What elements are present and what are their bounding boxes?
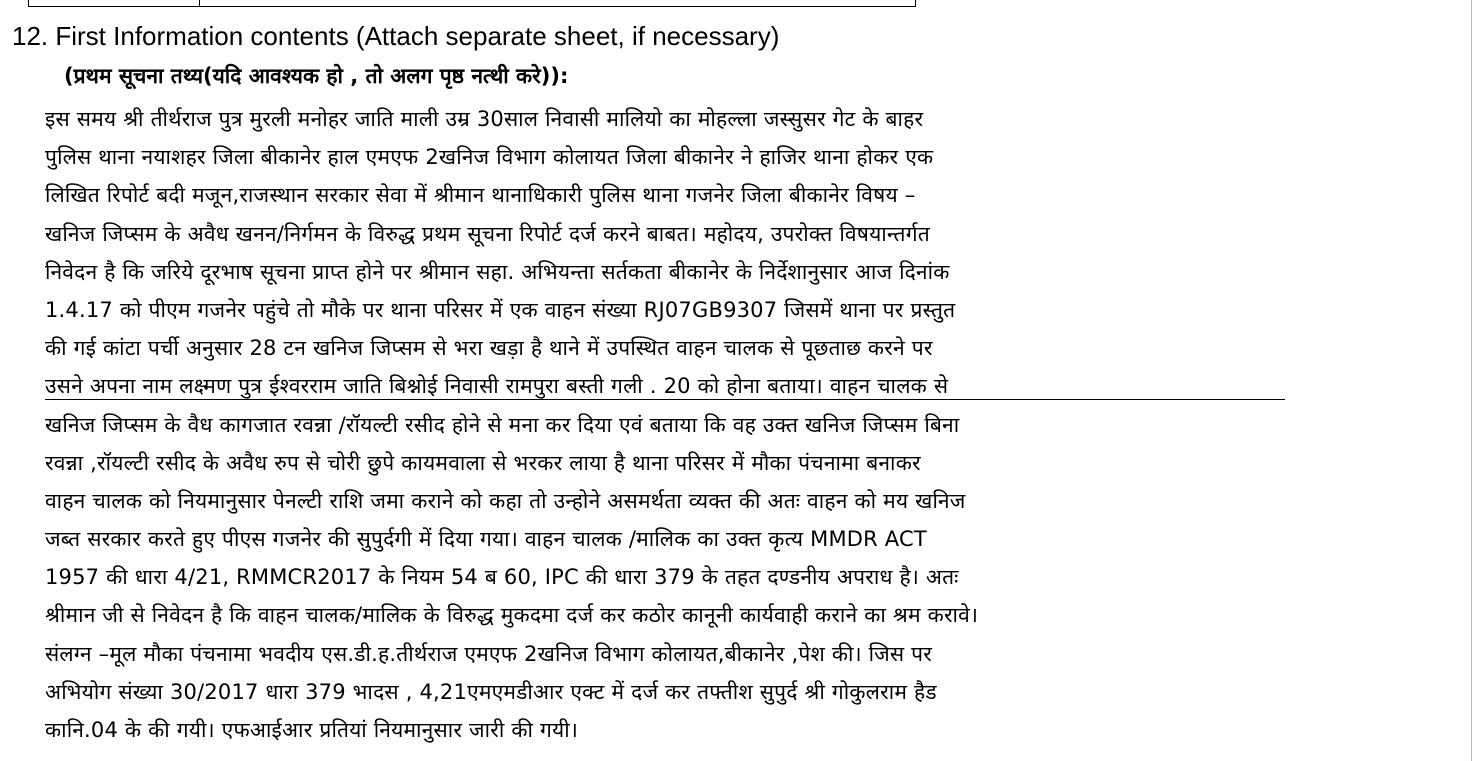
text-line: लिखित रिपोर्ट बदी मजून,राजस्थान सरकार सेवा में श्रीमान थानाधिकारी पुलिस थाना गजनेर जिला बीकानेर विषय – bbox=[45, 183, 916, 208]
text-line: श्रीमान जी से निवेदन है कि वाहन चालक/मालिक के विरुद्ध मुकदमा दर्ज कर कठोर कानूनी कार्यवाही कराने का श्रम करावे। bbox=[45, 603, 979, 628]
text-line: खनिज जिप्सम के अवैध खनन/निर्गमन के विरुद्ध प्रथम सूचना रिपोर्ट दर्ज करने बाबत। महोदय, उपरोक्त विषयान्तर्गत bbox=[45, 221, 930, 246]
text-line: पुलिस थाना नयाशहर जिला बीकानेर हाल एमएफ 2खनिज विभाग कोलायत जिला बीकानेर ने हाजिर थाना होकर एक bbox=[45, 145, 934, 170]
section-heading: 12. First Information contents (Attach separate sheet, if necessary) bbox=[12, 21, 780, 51]
text-line: खनिज जिप्सम के वैध कागजात रवन्ना /रॉयल्टी रसीद होने से मना कर दिया एवं बताया कि वह उक्त खनिज जिप्सम बिना bbox=[45, 412, 960, 437]
text-line: संलग्न –मूल मौका पंचनामा भवदीय एस.डी.ह.तीर्थराज एमएफ 2खनिज विभाग कोलायत,बीकानेर ,पेश की। जिस पर bbox=[45, 641, 933, 666]
text-line: रवन्ना ,रॉयल्टी रसीद के अवैध रुप से चोरी छुपे कायमवाला से भरकर लाया है थाना परिसर में मौका पंचनामा बनाकर bbox=[45, 450, 921, 475]
horizontal-rule bbox=[45, 399, 1285, 400]
previous-table-divider bbox=[199, 0, 200, 6]
text-line-content: उसने अपना नाम लक्ष्मण पुत्र ईश्वरराम जाति बिश्नोई निवासी रामपुरा बस्ती गली . 20 को होना बताया। वाहन चालक से bbox=[45, 374, 949, 399]
text-line: निवेदन है कि जरिये दूरभाष सूचना प्राप्त होने पर श्रीमान सहा. अभियन्ता सर्तकता बीकानेर के निर्देशानुसार आज दिनांक bbox=[45, 259, 950, 284]
first-information-text bbox=[45, 100, 1465, 749]
section-subheading: (प्रथम सूचना तथ्य(यदि आवश्यक हो , तो अलग पृष्ठ नत्थी करे)): bbox=[64, 64, 569, 88]
page-edge-rule bbox=[1471, 0, 1472, 761]
text-line: जब्त सरकार करते हुए पीएस गजनेर की सुपुर्दगी में दिया गया। वाहन चालक /मालिक का उक्त कृत्य MMDR ACT bbox=[45, 527, 927, 552]
previous-table-border bbox=[28, 0, 916, 7]
text-line: अभियोग संख्या 30/2017 धारा 379 भादस , 4,21एमएमडीआर एक्ट में दर्ज कर तफ्तीश सुपुर्द श्री गोकुलराम हैड bbox=[45, 679, 937, 704]
text-line: की गई कांटा पर्ची अनुसार 28 टन खनिज जिप्सम से भरा खड़ा है थाने में उपस्थित वाहन चालक से पूछताछ करने पर bbox=[45, 336, 933, 361]
text-line: 1957 की धारा 4/21, RMMCR2017 के नियम 54 ब 60, IPC की धारा 379 के तहत दण्डनीय अपराध है। अतः bbox=[45, 565, 959, 590]
text-line: 1.4.17 को पीएम गजनेर पहुंचे तो मौके पर थाना परिसर में एक वाहन संख्या RJ07GB9307 जिसमें थाना पर प्रस्तुत bbox=[45, 297, 956, 322]
text-line: इस समय श्री तीर्थराज पुत्र मुरली मनोहर जाति माली उम्र 30साल निवासी मालियो का मोहल्ला जस्सुसर गेट के बाहर bbox=[45, 107, 924, 131]
text-line-underlined bbox=[45, 367, 1465, 405]
text-line: वाहन चालक को नियमानुसार पेनल्टी राशि जमा कराने को कहा तो उन्होने असमर्थता व्यक्त की अतः वाहन को मय खनिज bbox=[45, 488, 966, 513]
text-line: कानि.04 के की गयी। एफआईआर प्रतियां नियमानुसार जारी की गयी। bbox=[45, 718, 579, 742]
